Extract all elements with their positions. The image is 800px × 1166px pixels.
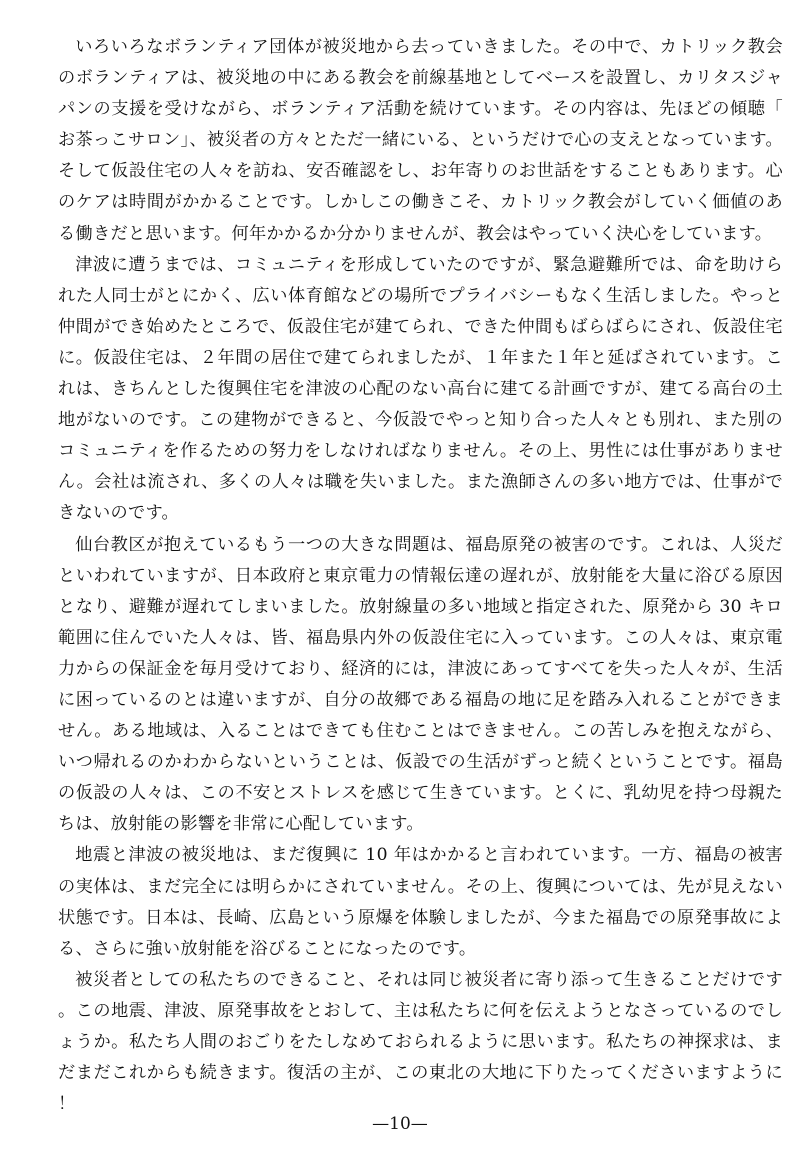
paragraph-volunteers: いろいろなボランティア団体が被災地から去っていきました。その中で、カトリック教会のボランティアは、被災地の中にある教会を前線基地としてベースを設置し、カリタスジャパンの支援を受けながら、ボランティア活動を続けています。その内容は、先ほどの傾聴「お茶っこサロン」、被災者の方々とただ一緒にいる、というだけで心の支えとなっています。そして仮設住宅の人々を訪ね、安否確認をし、お年寄りのお世話をすることもあります。心のケアは時間がかかることです。しかしこの働きこそ、カトリック教会がしていく価値のある働きだと思います。何年かかるか分かりませんが、教会はやっていく決心をしています。 (58, 37, 783, 244)
paragraph-fukushima: 仙台教区が抱えているもう一つの大きな問題は、福島原発の被害のです。これは、人災だといわれていますが、日本政府と東京電力の情報伝達の遅れが、放射能を大量に浴びる原因となり、避難が遅れてしまいました。放射線量の多い地域と指定された、原発から 30 キロ範囲に住んでいた人々は、皆、福島県内外の仮設住宅に入っています。この人々は、東京電力からの保証金を毎月受けており、経済的には，津波にあってすべてを失った人々が、生活に困っているのとは違いますが、自分の故郷である福島の地に足を踏み入れることができません。ある地域は、入ることはできても住むことはできません。この苦しみを抱えながら、いつ帰れるのかわからないということは、仮設での生活がずっと続くということです。福島の仮設の人々は、この不安とストレスを感じて生きています。とくに、乳幼児を持つ母親たちは、放射能の影響を非常に心配しています。 (58, 534, 783, 835)
paragraph-community: 津波に遭うまでは、コミュニティを形成していたのですが、緊急避難所では、命を助けられた人同士がとにかく、広い体育館などの場所でプライバシーもなく生活しました。やっと仲間ができ始めたところで、仮設住宅が建てられ、できた仲間もばらばらにされ、仮設住宅に。仮設住宅は、２年間の居住で建てられましたが、１年また１年と延ばされています。これは、きちんとした復興住宅を津波の心配のない高台に建てる計画ですが、建てる高台の土地がないのです。この建物ができると、今仮設でやっと知り合った人々とも別れ、また別のコミュニティを作るための努力をしなければなりません。その上、男性には仕事がありません。会社は流され、多くの人々は職を失いました。また漁師さんの多い地方では、仕事ができないのです。 (58, 254, 783, 524)
page-number: —10— (372, 1114, 428, 1134)
paragraph-conclusion: 被災者としての私たちのできること、それは同じ被災者に寄り添って生きることだけです。この地震、津波、原発事故をとおして、主は私たちに何を伝えようとなさっているのでしょうか。私たち人間のおごりをたしなめておられるように思います。私たちの神探求は、まだまだこれからも続きます。復活の主が、この東北の大地に下りたってくださいますように！ (58, 969, 783, 1115)
paragraph-reconstruction: 地震と津波の被災地は、まだ復興に 10 年はかかると言われています。一方、福島の被害の実体は、まだ完全には明らかにされていません。その上、復興については、先が見えない状態です。日本は、長崎、広島という原爆を体験しましたが、今また福島での原発事故による、さらに強い放射能を浴びることになったのです。 (58, 845, 783, 959)
document-body (58, 32, 783, 1120)
